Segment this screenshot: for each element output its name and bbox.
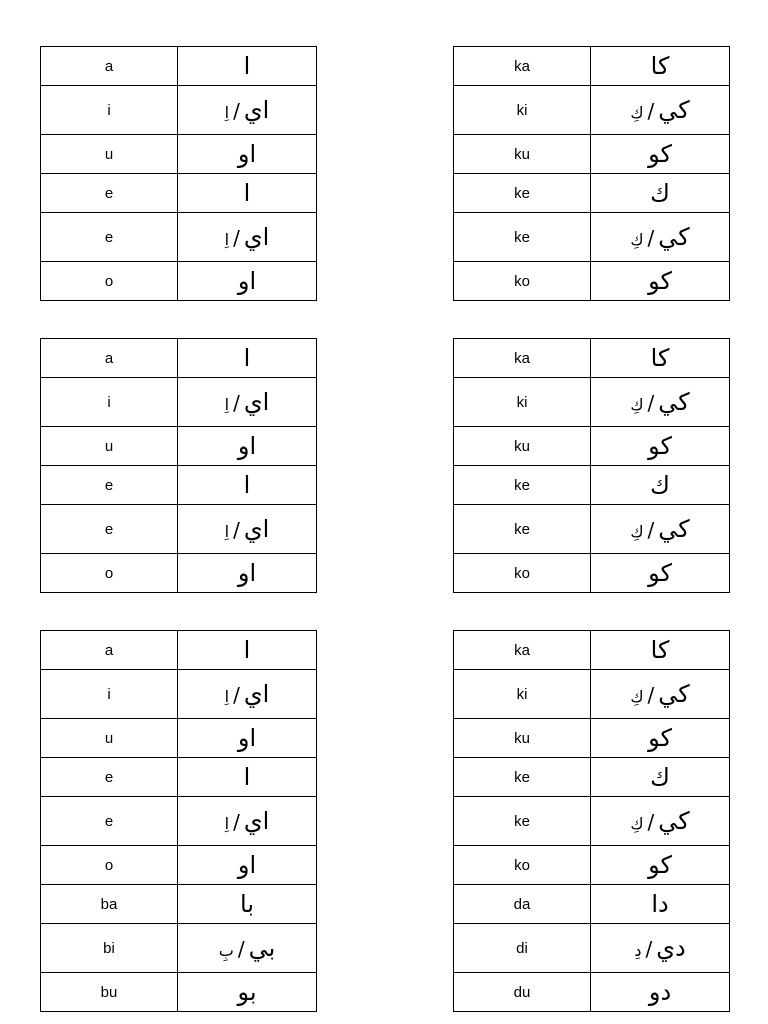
jawi-cell (591, 378, 730, 427)
jawi-primary: كي (658, 807, 690, 835)
table-row (41, 505, 317, 554)
jawi-cell (591, 505, 730, 554)
jawi-primary: اي (243, 223, 270, 251)
table-row (41, 47, 317, 86)
table-row (454, 554, 730, 593)
table-row (41, 262, 317, 301)
syllable-table-vowels-ba (40, 630, 317, 1012)
table-row (454, 262, 730, 301)
jawi-separator: / (233, 391, 240, 415)
jawi-alternate: دِ (634, 941, 642, 960)
jawi-cell: ا (178, 758, 317, 797)
table-row (41, 466, 317, 505)
table-row (454, 427, 730, 466)
romanized-cell: i (41, 670, 178, 719)
jawi-separator: / (233, 226, 240, 250)
table-row (41, 797, 317, 846)
syllable-table-ka-1 (453, 46, 730, 301)
romanized-cell: o (41, 846, 178, 885)
jawi-separator: / (233, 683, 240, 707)
romanized-cell: ka (454, 631, 591, 670)
jawi-primary: كي (658, 96, 690, 124)
jawi-cell: كو (591, 554, 730, 593)
jawi-alternate: كِ (630, 687, 644, 706)
jawi-alternate: بِ (218, 941, 234, 960)
jawi-primary: دي (656, 934, 686, 962)
table-row (454, 670, 730, 719)
jawi-alternate: اِ (224, 522, 230, 541)
jawi-cell: ا (178, 631, 317, 670)
jawi-alternate: كِ (630, 395, 644, 414)
romanized-cell: u (41, 719, 178, 758)
romanized-cell: ko (454, 554, 591, 593)
table-row (454, 631, 730, 670)
jawi-alternate: اِ (224, 230, 230, 249)
jawi-cell: او (178, 846, 317, 885)
jawi-primary: اي (243, 807, 270, 835)
table-row (454, 846, 730, 885)
jawi-cell: او (178, 262, 317, 301)
jawi-cell (591, 797, 730, 846)
romanized-cell: ki (454, 670, 591, 719)
jawi-cell: ا (178, 466, 317, 505)
jawi-cell (178, 378, 317, 427)
romanized-cell: di (454, 924, 591, 973)
jawi-cell (178, 797, 317, 846)
jawi-cell: ا (178, 174, 317, 213)
table-row (41, 427, 317, 466)
jawi-separator: / (647, 518, 655, 542)
romanized-cell: ke (454, 758, 591, 797)
table-row (454, 174, 730, 213)
table-row (454, 135, 730, 174)
romanized-cell: a (41, 339, 178, 378)
table-row (41, 174, 317, 213)
romanized-cell: e (41, 505, 178, 554)
jawi-cell: بو (178, 973, 317, 1012)
jawi-separator: / (645, 937, 653, 961)
jawi-separator: / (647, 810, 655, 834)
jawi-primary: كي (658, 680, 690, 708)
jawi-primary: اي (243, 388, 270, 416)
syllable-table-ka-2 (453, 338, 730, 593)
jawi-alternate: اِ (224, 687, 230, 706)
syllable-table-vowels-1 (40, 46, 317, 301)
romanized-cell: ku (454, 135, 591, 174)
jawi-cell: كو (591, 135, 730, 174)
jawi-cell (178, 86, 317, 135)
jawi-separator: / (647, 683, 655, 707)
jawi-cell (178, 670, 317, 719)
table-row (41, 631, 317, 670)
jawi-cell (178, 505, 317, 554)
romanized-cell: ka (454, 339, 591, 378)
jawi-cell (591, 670, 730, 719)
romanized-cell: bu (41, 973, 178, 1012)
table-row (454, 758, 730, 797)
romanized-cell: u (41, 427, 178, 466)
table-row (41, 670, 317, 719)
jawi-primary: كي (658, 388, 690, 416)
table-row (41, 135, 317, 174)
jawi-cell: او (178, 554, 317, 593)
jawi-alternate: اِ (224, 395, 230, 414)
romanized-cell: ku (454, 427, 591, 466)
romanized-cell: e (41, 213, 178, 262)
romanized-cell: e (41, 466, 178, 505)
romanized-cell: a (41, 631, 178, 670)
jawi-primary: كي (658, 515, 690, 543)
jawi-cell: كا (591, 631, 730, 670)
table-row (41, 86, 317, 135)
jawi-separator: / (233, 518, 240, 542)
jawi-cell (591, 86, 730, 135)
romanized-cell: i (41, 378, 178, 427)
jawi-cell: ك (591, 174, 730, 213)
table-row (454, 973, 730, 1012)
jawi-alternate: اِ (224, 814, 230, 833)
table-row (454, 86, 730, 135)
jawi-alternate: كِ (630, 103, 644, 122)
jawi-cell (591, 213, 730, 262)
table-row (41, 339, 317, 378)
romanized-cell: u (41, 135, 178, 174)
table-row (454, 505, 730, 554)
jawi-cell: ك (591, 758, 730, 797)
table-row (454, 339, 730, 378)
table-row (41, 554, 317, 593)
jawi-cell: دا (591, 885, 730, 924)
romanized-cell: ku (454, 719, 591, 758)
table-row (454, 719, 730, 758)
romanized-cell: ba (41, 885, 178, 924)
table-row (454, 797, 730, 846)
jawi-cell: ك (591, 466, 730, 505)
jawi-separator: / (647, 99, 655, 123)
syllable-table-ka-da (453, 630, 730, 1012)
table-row (41, 885, 317, 924)
romanized-cell: ko (454, 846, 591, 885)
jawi-cell: ا (178, 339, 317, 378)
romanized-cell: ke (454, 213, 591, 262)
romanized-cell: ki (454, 86, 591, 135)
table-row (41, 973, 317, 1012)
jawi-cell: كو (591, 427, 730, 466)
jawi-primary: اي (243, 680, 270, 708)
jawi-cell: كو (591, 846, 730, 885)
jawi-separator: / (233, 99, 240, 123)
romanized-cell: ke (454, 797, 591, 846)
jawi-cell: ا (178, 47, 317, 86)
jawi-cell: كو (591, 719, 730, 758)
jawi-cell: دو (591, 973, 730, 1012)
jawi-separator: / (647, 391, 655, 415)
table-row (41, 378, 317, 427)
jawi-alternate: اِ (224, 103, 230, 122)
table-row (454, 885, 730, 924)
table-row (41, 719, 317, 758)
jawi-separator: / (647, 226, 655, 250)
romanized-cell: i (41, 86, 178, 135)
jawi-cell: او (178, 427, 317, 466)
romanized-cell: e (41, 174, 178, 213)
jawi-alternate: كِ (630, 814, 644, 833)
jawi-separator: / (233, 810, 240, 834)
jawi-cell (591, 924, 730, 973)
jawi-alternate: كِ (630, 522, 644, 541)
jawi-primary: اي (243, 515, 270, 543)
romanized-cell: o (41, 554, 178, 593)
jawi-cell (178, 924, 317, 973)
romanized-cell: bi (41, 924, 178, 973)
table-row (454, 213, 730, 262)
romanized-cell: ka (454, 47, 591, 86)
jawi-cell: كا (591, 47, 730, 86)
romanized-cell: ki (454, 378, 591, 427)
jawi-cell: كا (591, 339, 730, 378)
romanized-cell: ko (454, 262, 591, 301)
romanized-cell: ke (454, 466, 591, 505)
table-row (454, 47, 730, 86)
table-row (41, 846, 317, 885)
jawi-cell: او (178, 135, 317, 174)
table-row (454, 924, 730, 973)
romanized-cell: da (454, 885, 591, 924)
jawi-primary: اي (243, 96, 270, 124)
romanized-cell: ke (454, 174, 591, 213)
table-row (454, 466, 730, 505)
jawi-alternate: كِ (630, 230, 644, 249)
jawi-cell: با (178, 885, 317, 924)
table-row (41, 924, 317, 973)
jawi-primary: كي (658, 223, 690, 251)
table-row (41, 758, 317, 797)
romanized-cell: du (454, 973, 591, 1012)
romanized-cell: ke (454, 505, 591, 554)
jawi-separator: / (237, 937, 245, 961)
table-row (41, 213, 317, 262)
romanized-cell: o (41, 262, 178, 301)
romanized-cell: e (41, 758, 178, 797)
jawi-cell: كو (591, 262, 730, 301)
romanized-cell: a (41, 47, 178, 86)
jawi-primary: بي (248, 934, 276, 962)
syllable-table-vowels-2 (40, 338, 317, 593)
table-row (454, 378, 730, 427)
jawi-cell: او (178, 719, 317, 758)
romanized-cell: e (41, 797, 178, 846)
jawi-cell (178, 213, 317, 262)
